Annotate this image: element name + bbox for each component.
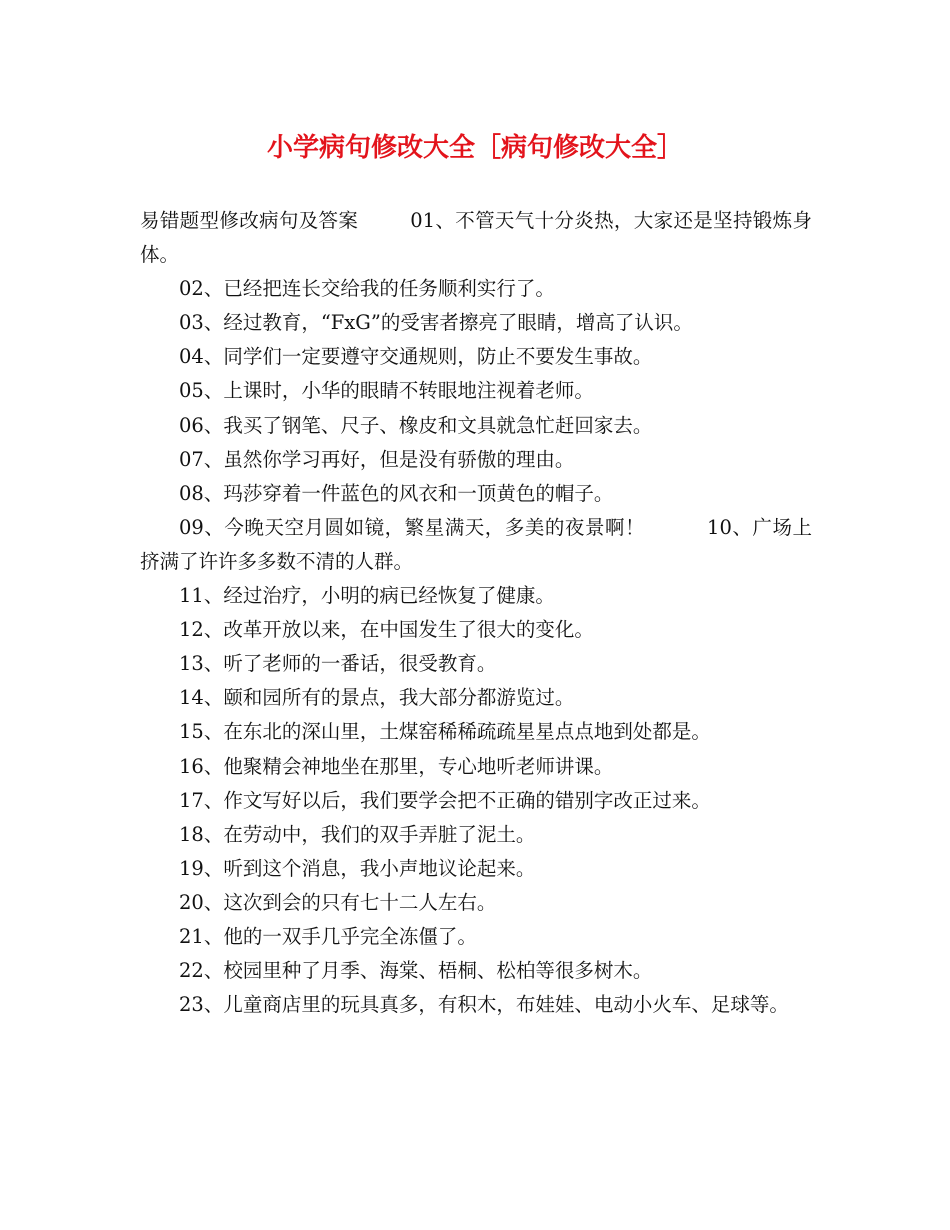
paragraph-22: 22、校园里种了月季、海棠、梧桐、松柏等很多树木。 bbox=[179, 959, 653, 983]
paragraph-17: 17、作文写好以后，我们要学会把不正确的错别字改正过来。 bbox=[179, 788, 711, 812]
paragraph-15: 15、在东北的深山里，土煤窑稀稀疏疏星星点点地到处都是。 bbox=[179, 720, 711, 744]
paragraph-18: 18、在劳动中，我们的双手弄脏了泥土。 bbox=[179, 822, 536, 846]
paragraph-06: 06、我买了钢笔、尺子、橡皮和文具就急忙赶回家去。 bbox=[179, 413, 653, 437]
paragraph-16: 16、他聚精会神地坐在那里，专心地听老师讲课。 bbox=[179, 754, 614, 778]
intro-heading: 易错题型修改病句及答案 bbox=[140, 209, 359, 232]
paragraph-23: 23、儿童商店里的玩具真多，有积木，布娃娃、电动小火车、足球等。 bbox=[179, 993, 789, 1017]
paragraph-12: 12、改革开放以来，在中国发生了很大的变化。 bbox=[179, 618, 594, 642]
sentence-01: 01、不管天气十分炎热，大家还是坚持锻炼身体。 bbox=[140, 209, 812, 267]
paragraph-07: 07、虽然你学习再好，但是没有骄傲的理由。 bbox=[179, 447, 575, 471]
paragraph-04: 04、同学们一定要遵守交通规则，防止不要发生事故。 bbox=[179, 345, 653, 369]
paragraph-03: 03、经过教育，“FxG”的受害者擦亮了眼睛，增高了认识。 bbox=[179, 311, 693, 335]
document-body bbox=[140, 204, 812, 1022]
paragraph-09 bbox=[140, 511, 812, 579]
sentence-09: 09、今晚天空月圆如镜，繁星满天，多美的夜景啊！ bbox=[179, 515, 646, 539]
paragraph-02: 02、已经把连长交给我的任务顺利实行了。 bbox=[179, 277, 555, 301]
paragraph-21: 21、他的一双手几乎完全冻僵了。 bbox=[179, 924, 477, 948]
paragraph-01 bbox=[140, 204, 812, 272]
paragraph-19: 19、听到这个消息，我小声地议论起来。 bbox=[179, 856, 536, 880]
paragraph-05: 05、上课时，小华的眼睛不转眼地注视着老师。 bbox=[179, 379, 594, 403]
paragraph-11: 11、经过治疗，小明的病已经恢复了健康。 bbox=[179, 584, 555, 608]
paragraph-20: 20、这次到会的只有七十二人左右。 bbox=[179, 890, 497, 914]
paragraph-14: 14、颐和园所有的景点，我大部分都游览过。 bbox=[179, 686, 575, 710]
document-title: 小学病句修改大全［病句修改大全］ bbox=[266, 133, 683, 163]
sentence-10: 10、广场上挤满了许许多多数不清的人群。 bbox=[140, 515, 812, 573]
paragraph-13: 13、听了老师的一番话，很受教育。 bbox=[179, 652, 497, 676]
paragraph-08: 08、玛莎穿着一件蓝色的风衣和一顶黄色的帽子。 bbox=[179, 481, 614, 505]
